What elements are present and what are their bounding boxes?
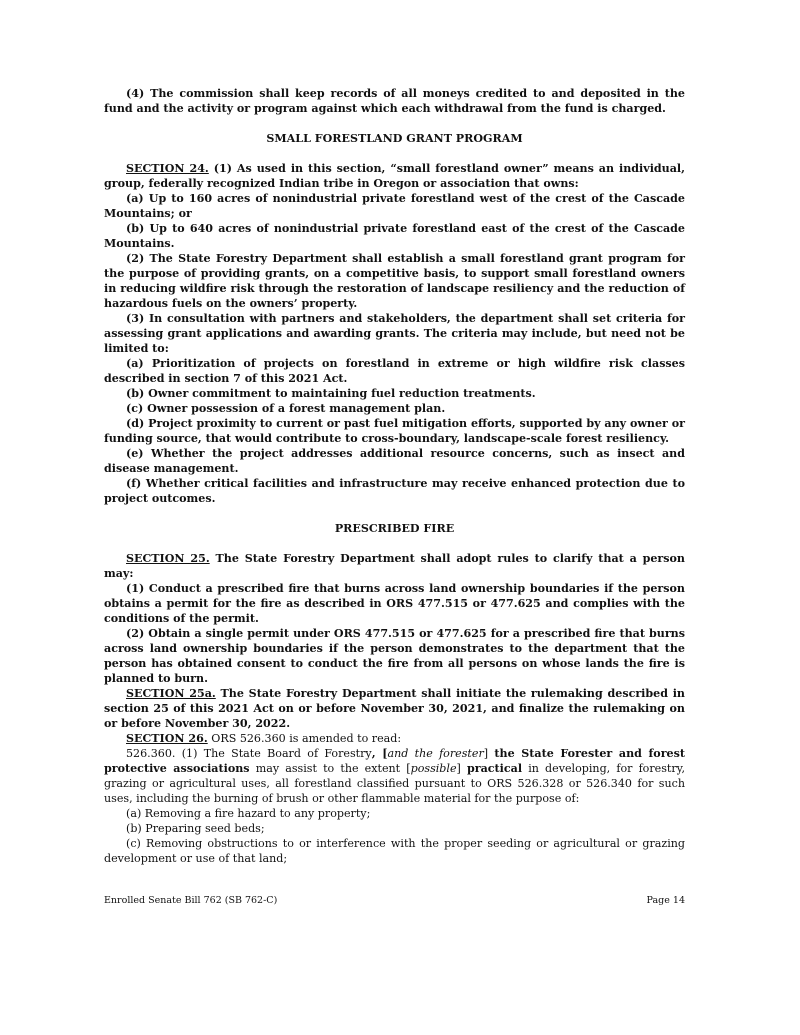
section-25-1: (1) Conduct a prescribed fire that burns across land ownership boundaries if the person obtains a permit for the fire as described in ORS 477.515 or 477.625 and complies with the conditions of the permit. — [104, 582, 685, 625]
heading-prescribed-fire: PRESCRIBED FIRE — [334, 522, 455, 535]
footer-page-number: Page 14 — [646, 895, 685, 906]
ors-added-practical: practical — [467, 762, 523, 775]
section-24-3: (3) In consultation with partners and stakeholders, the department shall set criteria for assessing grant applications and awarding grants. The criteria may include, but need not be limited to: — [104, 312, 685, 355]
section-25a-text: The State Forestry Department shall initiate the rulemaking described in section 25 of this 2021 Act on or before November 30, 2021, and finalize the rulemaking on or before November 30, 2022. — [104, 687, 685, 730]
section-25-text: The State Forestry Department shall adopt rules to clarify that a person may: — [104, 552, 685, 580]
section-24-3a: (a) Prioritization of projects on forestland in extreme or high wildfire risk classes described in section 7 of this 2021 Act. — [104, 357, 685, 385]
section-24-3c: (c) Owner possession of a forest management plan. — [126, 402, 446, 415]
section-24-3b: (b) Owner commitment to maintaining fuel reduction treatments. — [126, 387, 536, 400]
paragraph-4: (4) The commission shall keep records of all moneys credited to and deposited in the fund and the activity or program against which each withdrawal from the fund is charged. — [104, 87, 685, 115]
heading-small-forestland-grant-program: SMALL FORESTLAND GRANT PROGRAM — [266, 132, 523, 145]
section-26-label: SECTION 26. — [126, 732, 208, 745]
section-26-text: ORS 526.360 is amended to read: — [207, 732, 402, 745]
ors-526-360-b: (b) Preparing seed beds; — [126, 822, 265, 835]
section-24-label: SECTION 24. — [126, 162, 209, 175]
section-24-b: (b) Up to 640 acres of nonindustrial private forestland east of the crest of the Cascade Mountains. — [104, 222, 685, 250]
section-24-2: (2) The State Forestry Department shall establish a small forestland grant program for the purpose of providing grants, on a competitive basis, to support small forestland owners in reducing wildfire risk through the restoration of landscape resiliency and the reduction of hazardous fuels on the owners’ property. — [104, 252, 685, 310]
ors-text-8: ] — [456, 762, 468, 775]
ors-deleted-forester: and the forester — [387, 747, 484, 760]
ors-text-6: may assist to the extent [ — [249, 762, 411, 775]
ors-text-2: , [ — [371, 747, 388, 760]
ors-526-360-1 — [104, 746, 685, 806]
section-24-intro — [104, 161, 685, 191]
section-25-2: (2) Obtain a single permit under ORS 477.515 or 477.625 for a prescribed fire that burns across land ownership boundaries if the person demonstrates to the department that the person has obtained consent to conduct the fire from all persons on whose lands the fire is planned to burn. — [104, 627, 685, 685]
ors-text-4: ] — [483, 747, 495, 760]
section-24-3d: (d) Project proximity to current or past fuel mitigation efforts, supported by any owner or funding source, that would contribute to cross-boundary, landscape-scale forest resiliency. — [104, 417, 685, 445]
section-24-3f: (f) Whether critical facilities and infrastructure may receive enhanced protection due to project outcomes. — [104, 477, 685, 505]
footer-bill-title: Enrolled Senate Bill 762 (SB 762-C) — [104, 895, 278, 906]
section-26 — [104, 731, 685, 746]
ors-526-360-a: (a) Removing a fire hazard to any property; — [126, 807, 371, 820]
ors-526-360-c: (c) Removing obstructions to or interference with the proper seeding or agricultural or grazing development or use of that land; — [104, 837, 685, 865]
ors-text-10: in developing, for forestry, grazing or agricultural uses, all forestland classified pursuant to ORS 526.328 or 526.340 for such uses, including the burning of brush or other flammable material for the purpose of: — [104, 762, 685, 805]
section-25-intro — [104, 551, 685, 581]
document-body — [104, 86, 685, 866]
section-25a-label: SECTION 25a. — [126, 687, 216, 700]
section-25-label: SECTION 25. — [126, 552, 210, 565]
ors-added-state-forester: the State Forester and forest protective associations — [104, 747, 685, 775]
section-24-a: (a) Up to 160 acres of nonindustrial private forestland west of the crest of the Cascade Mountains; or — [104, 192, 685, 220]
section-24-text: (1) As used in this section, “small forestland owner” means an individual, group, federally recognized Indian tribe in Oregon or association that owns: — [104, 162, 685, 190]
section-25a — [104, 686, 685, 731]
ors-text-1: 526.360. (1) The State Board of Forestry — [126, 747, 372, 760]
ors-deleted-possible: possible — [410, 762, 457, 775]
section-24-3e: (e) Whether the project addresses additional resource concerns, such as insect and disease management. — [104, 447, 685, 475]
